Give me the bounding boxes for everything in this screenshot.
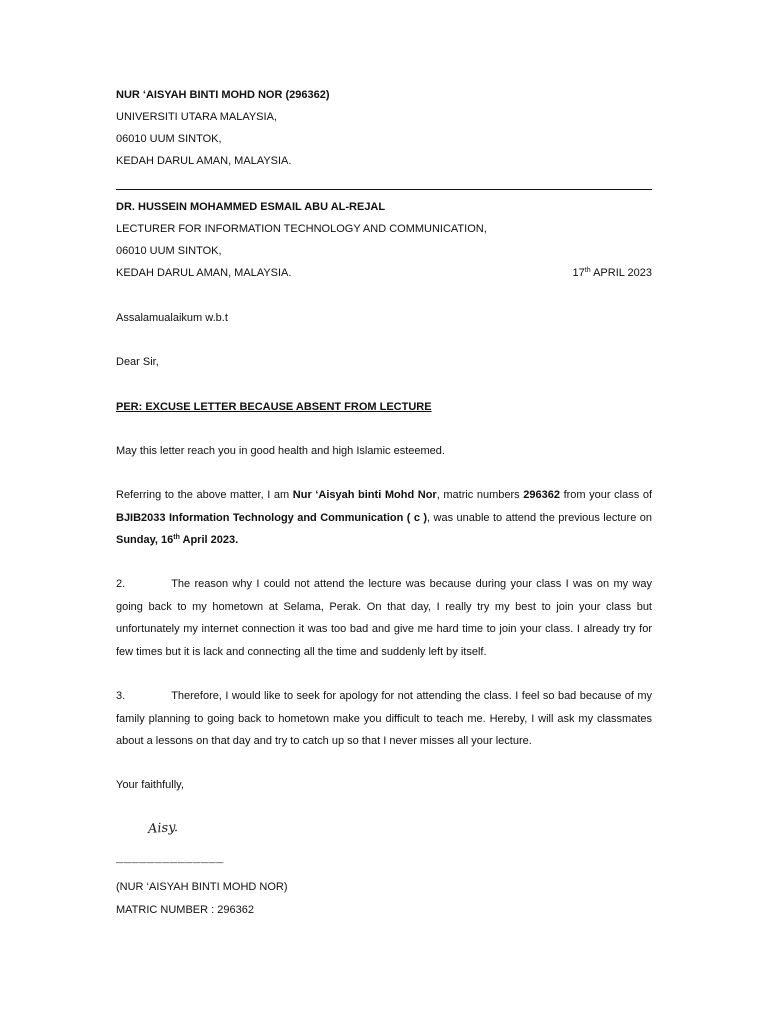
matric-number: 296362 [523,489,560,501]
para1-text-1: Referring to the above matter, I am [116,489,293,501]
recipient-address-line-1: LECTURER FOR INFORMATION TECHNOLOGY AND COMMUNICATION, [116,223,487,235]
para3-number: 3. [116,690,126,702]
recipient-name: DR. HUSSEIN MOHAMMED ESMAIL ABU AL-REJAL [116,201,386,213]
absence-date-suffix: th [173,534,180,541]
para3-text: Therefore, I would like to seek for apology for not attending the class. I feel so bad because of my family planning to going back to hometown make you difficult to teach me. Hereby, I will ask my classmates about a lessons on that day and try to catch up so that I never misses all your lecture. [116,690,652,747]
sender-address-line-2: 06010 UUM SINTOK, [116,133,222,145]
para2-text: The reason why I could not attend the lecture was because during your class I was on my way going back to my hometown at Selama, Perak. On that day, I really try my best to join your class but unfortunately my internet connection it was too bad and give me hard time to join your class. I already try for few times but it is lack and connecting all the time and suddenly left by itself. [116,578,652,658]
absence-date [116,534,238,546]
signer-name: (NUR ‘AISYAH BINTI MOHD NOR) [116,881,288,893]
signature: Aisy. [147,819,179,838]
sender-address-line-3: KEDAH DARUL AMAN, MALAYSIA. [116,155,292,167]
date-suffix: th [584,267,591,274]
letter-date [573,266,652,280]
subject-line: PER: EXCUSE LETTER BECAUSE ABSENT FROM LECTURE [116,401,432,413]
paragraph-3 [116,685,652,753]
greeting: Assalamualaikum w.b.t [116,312,228,324]
salutation: Dear Sir, [116,356,159,368]
date-rest: APRIL 2023 [590,267,652,279]
header-divider [116,189,652,190]
student-name: Nur ‘Aisyah binti Mohd Nor [292,489,437,501]
matric-line: MATRIC NUMBER : 296362 [116,904,254,916]
opening-line: May this letter reach you in good health and high Islamic esteemed. [116,445,445,457]
signature-line: ______________ [116,852,224,866]
paragraph-1 [116,484,652,552]
absence-date-day: Sunday, 16 [116,534,174,546]
recipient-address-line-3: KEDAH DARUL AMAN, MALAYSIA. [116,267,292,279]
sender-address-line-1: UNIVERSITI UTARA MALAYSIA, [116,111,277,123]
para2-number: 2. [116,578,126,590]
paragraph-2 [116,573,652,663]
absence-date-rest: April 2023. [179,534,239,546]
date-day: 17 [572,267,585,279]
course-name: BJIB2033 Information Technology and Communication ( c ) [116,511,428,524]
para1-text-3: from your class of [560,489,653,501]
para1-text-4: , was unable to attend the previous lecture on [427,511,652,524]
para1-text-2: , matric numbers [436,489,524,501]
closing: Your faithfully, [116,779,184,791]
sender-name: NUR ‘AISYAH BINTI MOHD NOR (296362) [116,89,330,101]
recipient-address-line-2: 06010 UUM SINTOK, [116,245,222,257]
